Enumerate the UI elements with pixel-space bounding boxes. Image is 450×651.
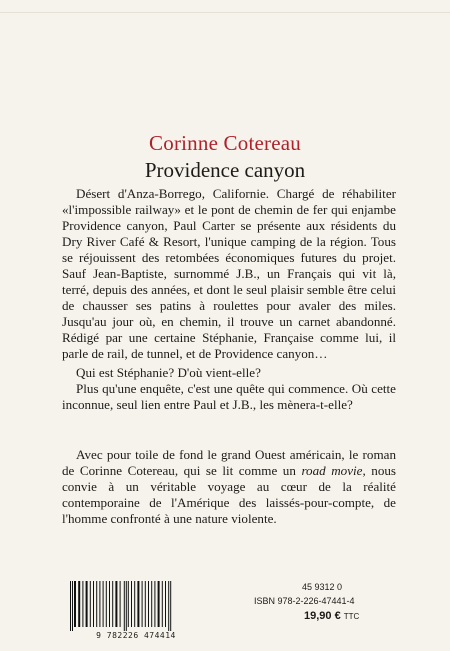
barcode-bar bbox=[158, 581, 160, 627]
price-value: 19,90 € bbox=[304, 610, 341, 622]
barcode-bar bbox=[90, 581, 91, 627]
barcode-bar bbox=[145, 581, 146, 627]
barcode-bar bbox=[86, 581, 88, 627]
price-line bbox=[224, 609, 394, 624]
price-suffix: TTC bbox=[343, 612, 360, 621]
barcode-bar bbox=[78, 581, 80, 627]
closing-text-end: nous convie à un véritable voyage au cœur de la réalité contemporaine de l'Amérique des laissés-pour-compte, de l'homme confronté à une nature violente. bbox=[62, 463, 397, 526]
barcode-bar bbox=[165, 581, 166, 627]
barcode-bar bbox=[137, 581, 139, 627]
barcode-bar bbox=[99, 581, 100, 627]
barcode-bar bbox=[124, 581, 125, 633]
barcode-bar bbox=[82, 581, 83, 627]
barcode-bar bbox=[115, 581, 117, 627]
isbn-number: ISBN 978-2-226-47441-4 bbox=[254, 596, 355, 606]
closing-text-italic: road movie, bbox=[301, 463, 366, 478]
barcode-bar bbox=[93, 581, 94, 627]
barcode-bar bbox=[142, 581, 143, 627]
barcode-bar bbox=[70, 581, 71, 633]
barcode-bar bbox=[74, 581, 76, 627]
barcode-bar bbox=[126, 581, 127, 633]
back-cover-blurb bbox=[62, 186, 396, 527]
barcode-bar bbox=[154, 581, 155, 627]
barcode-bar bbox=[170, 581, 171, 633]
barcode-bar bbox=[109, 581, 110, 627]
barcode-bar bbox=[106, 581, 107, 627]
barcode-bar bbox=[103, 581, 104, 627]
barcode-bar bbox=[72, 581, 73, 633]
barcode-bar bbox=[168, 581, 169, 633]
back-cover-footer bbox=[62, 581, 396, 641]
blurb-paragraph-3: Plus qu'une enquête, c'est une quête qui commence. Où cette inconnue, seul lien entre Paul et J.B., les mènera-t-elle? bbox=[62, 381, 396, 412]
author-name: Corinne Cotereau bbox=[149, 131, 301, 155]
barcode-bar bbox=[151, 581, 152, 627]
top-edge bbox=[0, 0, 450, 13]
book-meta bbox=[224, 581, 394, 624]
barcode-bar bbox=[134, 581, 135, 627]
closing-text-start: Avec pour toile de fond le grand Ouest américain, le roman de Corinne Cotereau, qui se lit comme un bbox=[62, 447, 396, 478]
barcode-bar bbox=[120, 581, 121, 627]
barcode-digits: 9 782226 474414 bbox=[62, 631, 210, 640]
barcode-bar bbox=[131, 581, 132, 627]
blurb-closing-paragraph bbox=[62, 447, 396, 527]
barcode-bar bbox=[148, 581, 149, 627]
barcode-bar bbox=[162, 581, 163, 627]
barcode-bar bbox=[128, 581, 129, 627]
blurb-paragraph-2: Qui est Stéphanie? D'où vient-elle? bbox=[76, 365, 261, 380]
product-code: 45 9312 0 bbox=[302, 582, 343, 592]
barcode-bar bbox=[112, 581, 113, 627]
book-title: Providence canyon bbox=[144, 158, 306, 182]
book-header bbox=[0, 131, 450, 183]
blurb-paragraph-1: Désert d'Anza-Borrego, Californie. Chargé de réhabiliter «l'impossible railway» et le pont de chemin de fer qui enjambe Providence canyon, Paul Carter se présente aux résidents du Dry River Café & Resort, l'unique camping de la région. Tous se réjouissent des retombées économiques futures du projet. Sauf Jean-Baptiste, surnommé J.B., un Français qui vit là, terré, depuis des années, et dont le seul plaisir semble être celui de chausser ses patins à roulettes pour avaler des miles. Jusqu'au jour où, en chemin, il trouve un carnet abandonné. Rédigé par une certaine Stéphanie, Française comme lui, il parle de rail, de tunnel, et de Providence canyon… bbox=[62, 186, 396, 361]
barcode-bar bbox=[96, 581, 97, 627]
